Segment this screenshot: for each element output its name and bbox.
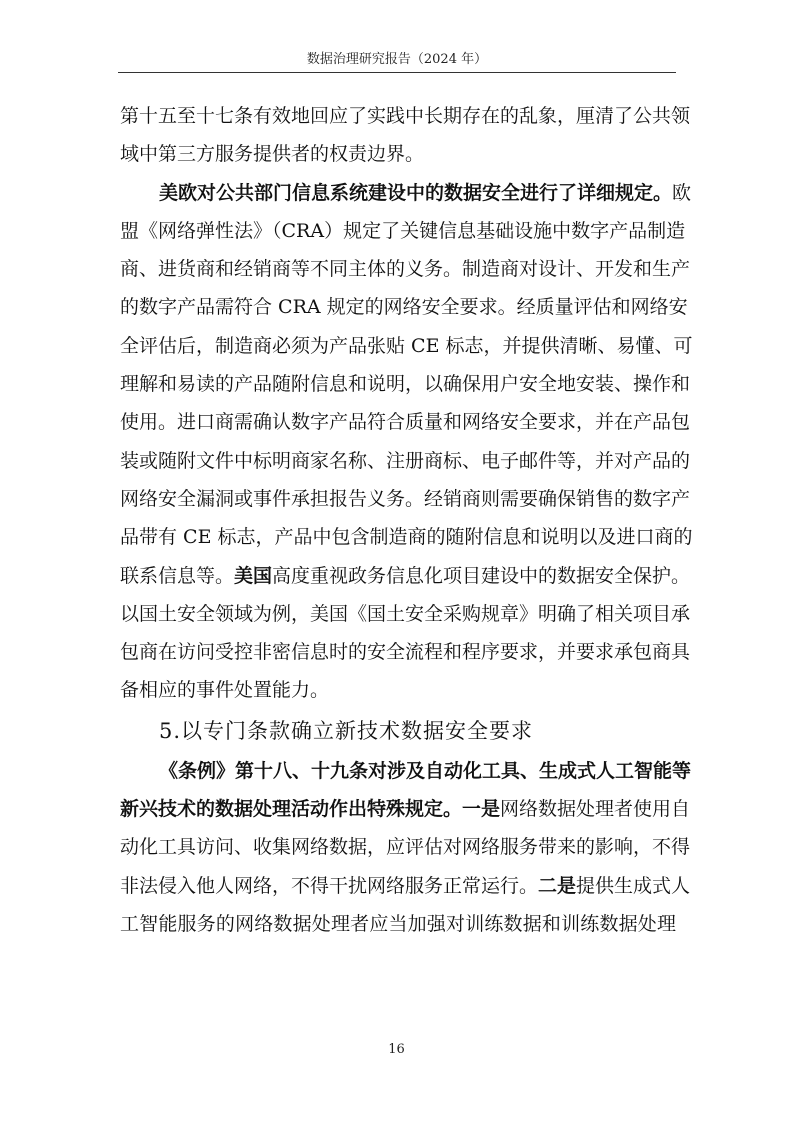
paragraph-line bbox=[120, 867, 691, 905]
document-body bbox=[120, 97, 693, 943]
inline-text: 欧 bbox=[672, 181, 692, 204]
section-heading: 5.以专门条款确立新技术数据安全要求 bbox=[159, 718, 534, 743]
paragraph-line: 网络安全漏洞或事件承担报告义务。经销商则需要确保销售的数字产 bbox=[120, 487, 691, 510]
paragraph-line: 商、进货商和经销商等不同主体的义务。制造商对设计、开发和生产 bbox=[120, 258, 691, 281]
header-divider bbox=[118, 72, 676, 73]
paragraph-line: 动化工具访问、收集网络数据，应评估对网络服务带来的影响，不得 bbox=[120, 836, 691, 859]
paragraph-line: 以国土安全领域为例，美国《国土安全采购规章》明确了相关项目承 bbox=[120, 602, 691, 625]
paragraph-line bbox=[120, 752, 692, 790]
inline-text: 网络数据处理者使用自 bbox=[500, 798, 691, 821]
inline-text: 提供生成式人 bbox=[576, 874, 691, 897]
bold-inline-term: 二是 bbox=[538, 874, 577, 897]
paragraph-line bbox=[120, 790, 691, 828]
paragraph-line: 备相应的事件处置能力。 bbox=[120, 679, 330, 702]
paragraph-line: 第十五至十七条有效地回应了实践中长期存在的乱象，厘清了公共领 bbox=[120, 105, 691, 127]
page-number: 16 bbox=[388, 1042, 405, 1057]
bold-lead-sentence: 新兴技术的数据处理活动作出特殊规定。 bbox=[120, 798, 463, 821]
inline-text: 高度重视政务信息化项目建设中的数据安全保护。 bbox=[272, 564, 691, 587]
paragraph-line: 盟《网络弹性法》（CRA）规定了关键信息基础设施中数字产品制造 bbox=[120, 219, 686, 242]
bold-lead-sentence: 《条例》第十八、十九条对涉及自动化工具、生成式人工智能等 bbox=[159, 759, 692, 782]
paragraph-line: 品带有 CE 标志，产品中包含制造商的随附信息和说明以及进口商的 bbox=[120, 526, 693, 549]
paragraph-line: 理解和易读的产品随附信息和说明，以确保用户安全地安装、操作和 bbox=[120, 373, 691, 396]
paragraph-line: 工智能服务的网络数据处理者应当加强对训练数据和训练数据处理 bbox=[120, 912, 676, 935]
paragraph-line: 使用。进口商需确认数字产品符合质量和网络安全要求，并在产品包 bbox=[120, 411, 691, 434]
inline-text: 联系信息等。 bbox=[120, 564, 235, 587]
paragraph-line bbox=[120, 174, 692, 212]
paragraph-line: 全评估后，制造商必须为产品张贴 CE 标志，并提供清晰、易懂、可 bbox=[120, 334, 693, 357]
paragraph-line: 域中第三方服务提供者的权责边界。 bbox=[120, 143, 425, 166]
bold-inline-term: 美国 bbox=[234, 564, 273, 587]
paragraph-line: 的数字产品需符合 CRA 规定的网络安全要求。经质量评估和网络安 bbox=[120, 296, 688, 319]
paragraph-line: 装或随附文件中标明商家名称、注册商标、电子邮件等，并对产品的 bbox=[120, 449, 691, 472]
bold-inline-term: 一是 bbox=[462, 798, 501, 821]
paragraph-line: 包商在访问受控非密信息时的安全流程和程序要求，并要求承包商具 bbox=[120, 641, 691, 664]
bold-lead-sentence: 美欧对公共部门信息系统建设中的数据安全进行了详细规定。 bbox=[159, 181, 673, 204]
paragraph-line bbox=[120, 557, 691, 595]
running-header: 数据治理研究报告（2024 年） bbox=[306, 52, 488, 67]
inline-text: 非法侵入他人网络，不得干扰网络服务正常运行。 bbox=[120, 874, 539, 897]
